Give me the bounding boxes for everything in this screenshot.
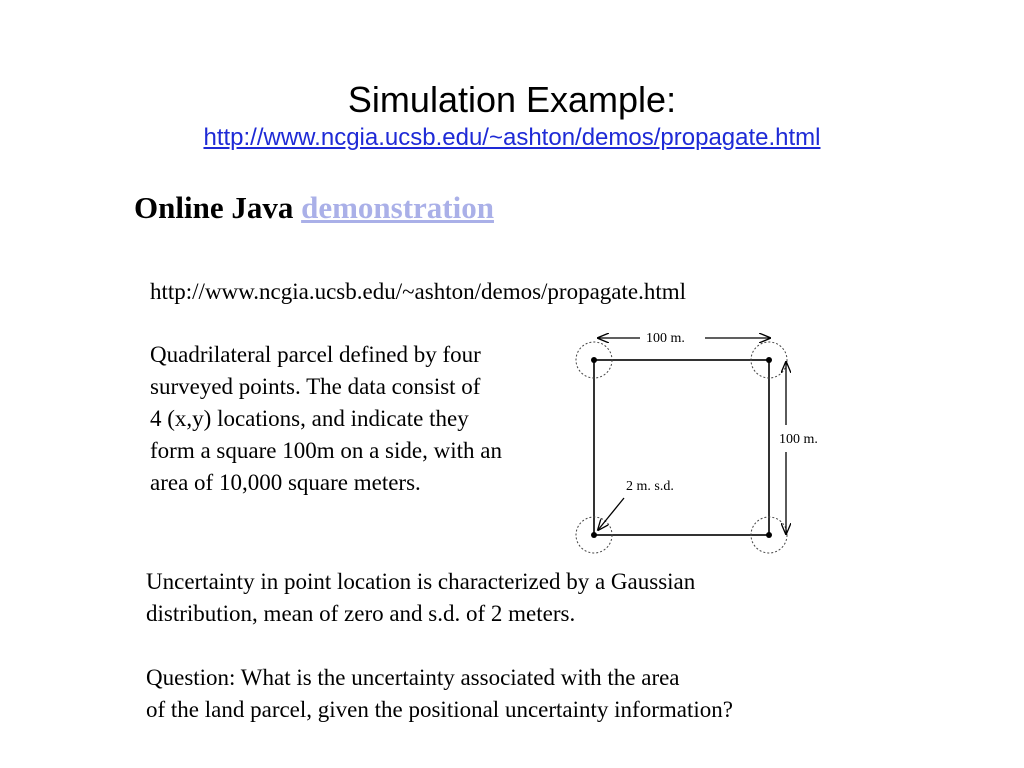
- text-line: form a square 100m on a side, with an: [150, 438, 502, 463]
- survey-point: [591, 357, 597, 363]
- text-line: Question: What is the uncertainty associated with the area: [146, 665, 680, 690]
- sd-label: 2 m. s.d.: [626, 479, 674, 494]
- slide-title: Simulation Example:: [347, 79, 677, 120]
- title-url-link[interactable]: http://www.ncgia.ucsb.edu/~ashton/demos/propagate.html: [203, 124, 821, 151]
- url-text: http://www.ncgia.ucsb.edu/~ashton/demos/propagate.html: [150, 279, 687, 304]
- sd-arrow: [598, 498, 624, 530]
- parcel-diagram: [570, 320, 830, 560]
- title-url-container: [0, 122, 1024, 154]
- demonstration-link[interactable]: demonstration: [301, 190, 494, 225]
- parcel-description: [150, 339, 502, 499]
- heading-text: Online Java: [134, 190, 302, 225]
- text-line: Quadrilateral parcel defined by four: [150, 342, 481, 367]
- side-dimension-label: 100 m.: [779, 432, 818, 447]
- survey-point: [766, 532, 772, 538]
- text-line: of the land parcel, given the positional uncertainty information?: [146, 697, 733, 722]
- text-line: distribution, mean of zero and s.d. of 2 meters.: [146, 601, 576, 626]
- uncertainty-description: [146, 566, 695, 630]
- top-dimension-label: 100 m.: [646, 331, 685, 346]
- survey-point: [766, 357, 772, 363]
- survey-point: [591, 532, 597, 538]
- question-text: [146, 662, 733, 726]
- parcel-square: [594, 360, 769, 535]
- text-line: surveyed points. The data consist of: [150, 374, 481, 399]
- text-line: 4 (x,y) locations, and indicate they: [150, 406, 469, 431]
- text-line: area of 10,000 square meters.: [150, 470, 421, 495]
- online-java-heading: [134, 188, 494, 228]
- text-line: Uncertainty in point location is characterized by a Gaussian: [146, 569, 696, 594]
